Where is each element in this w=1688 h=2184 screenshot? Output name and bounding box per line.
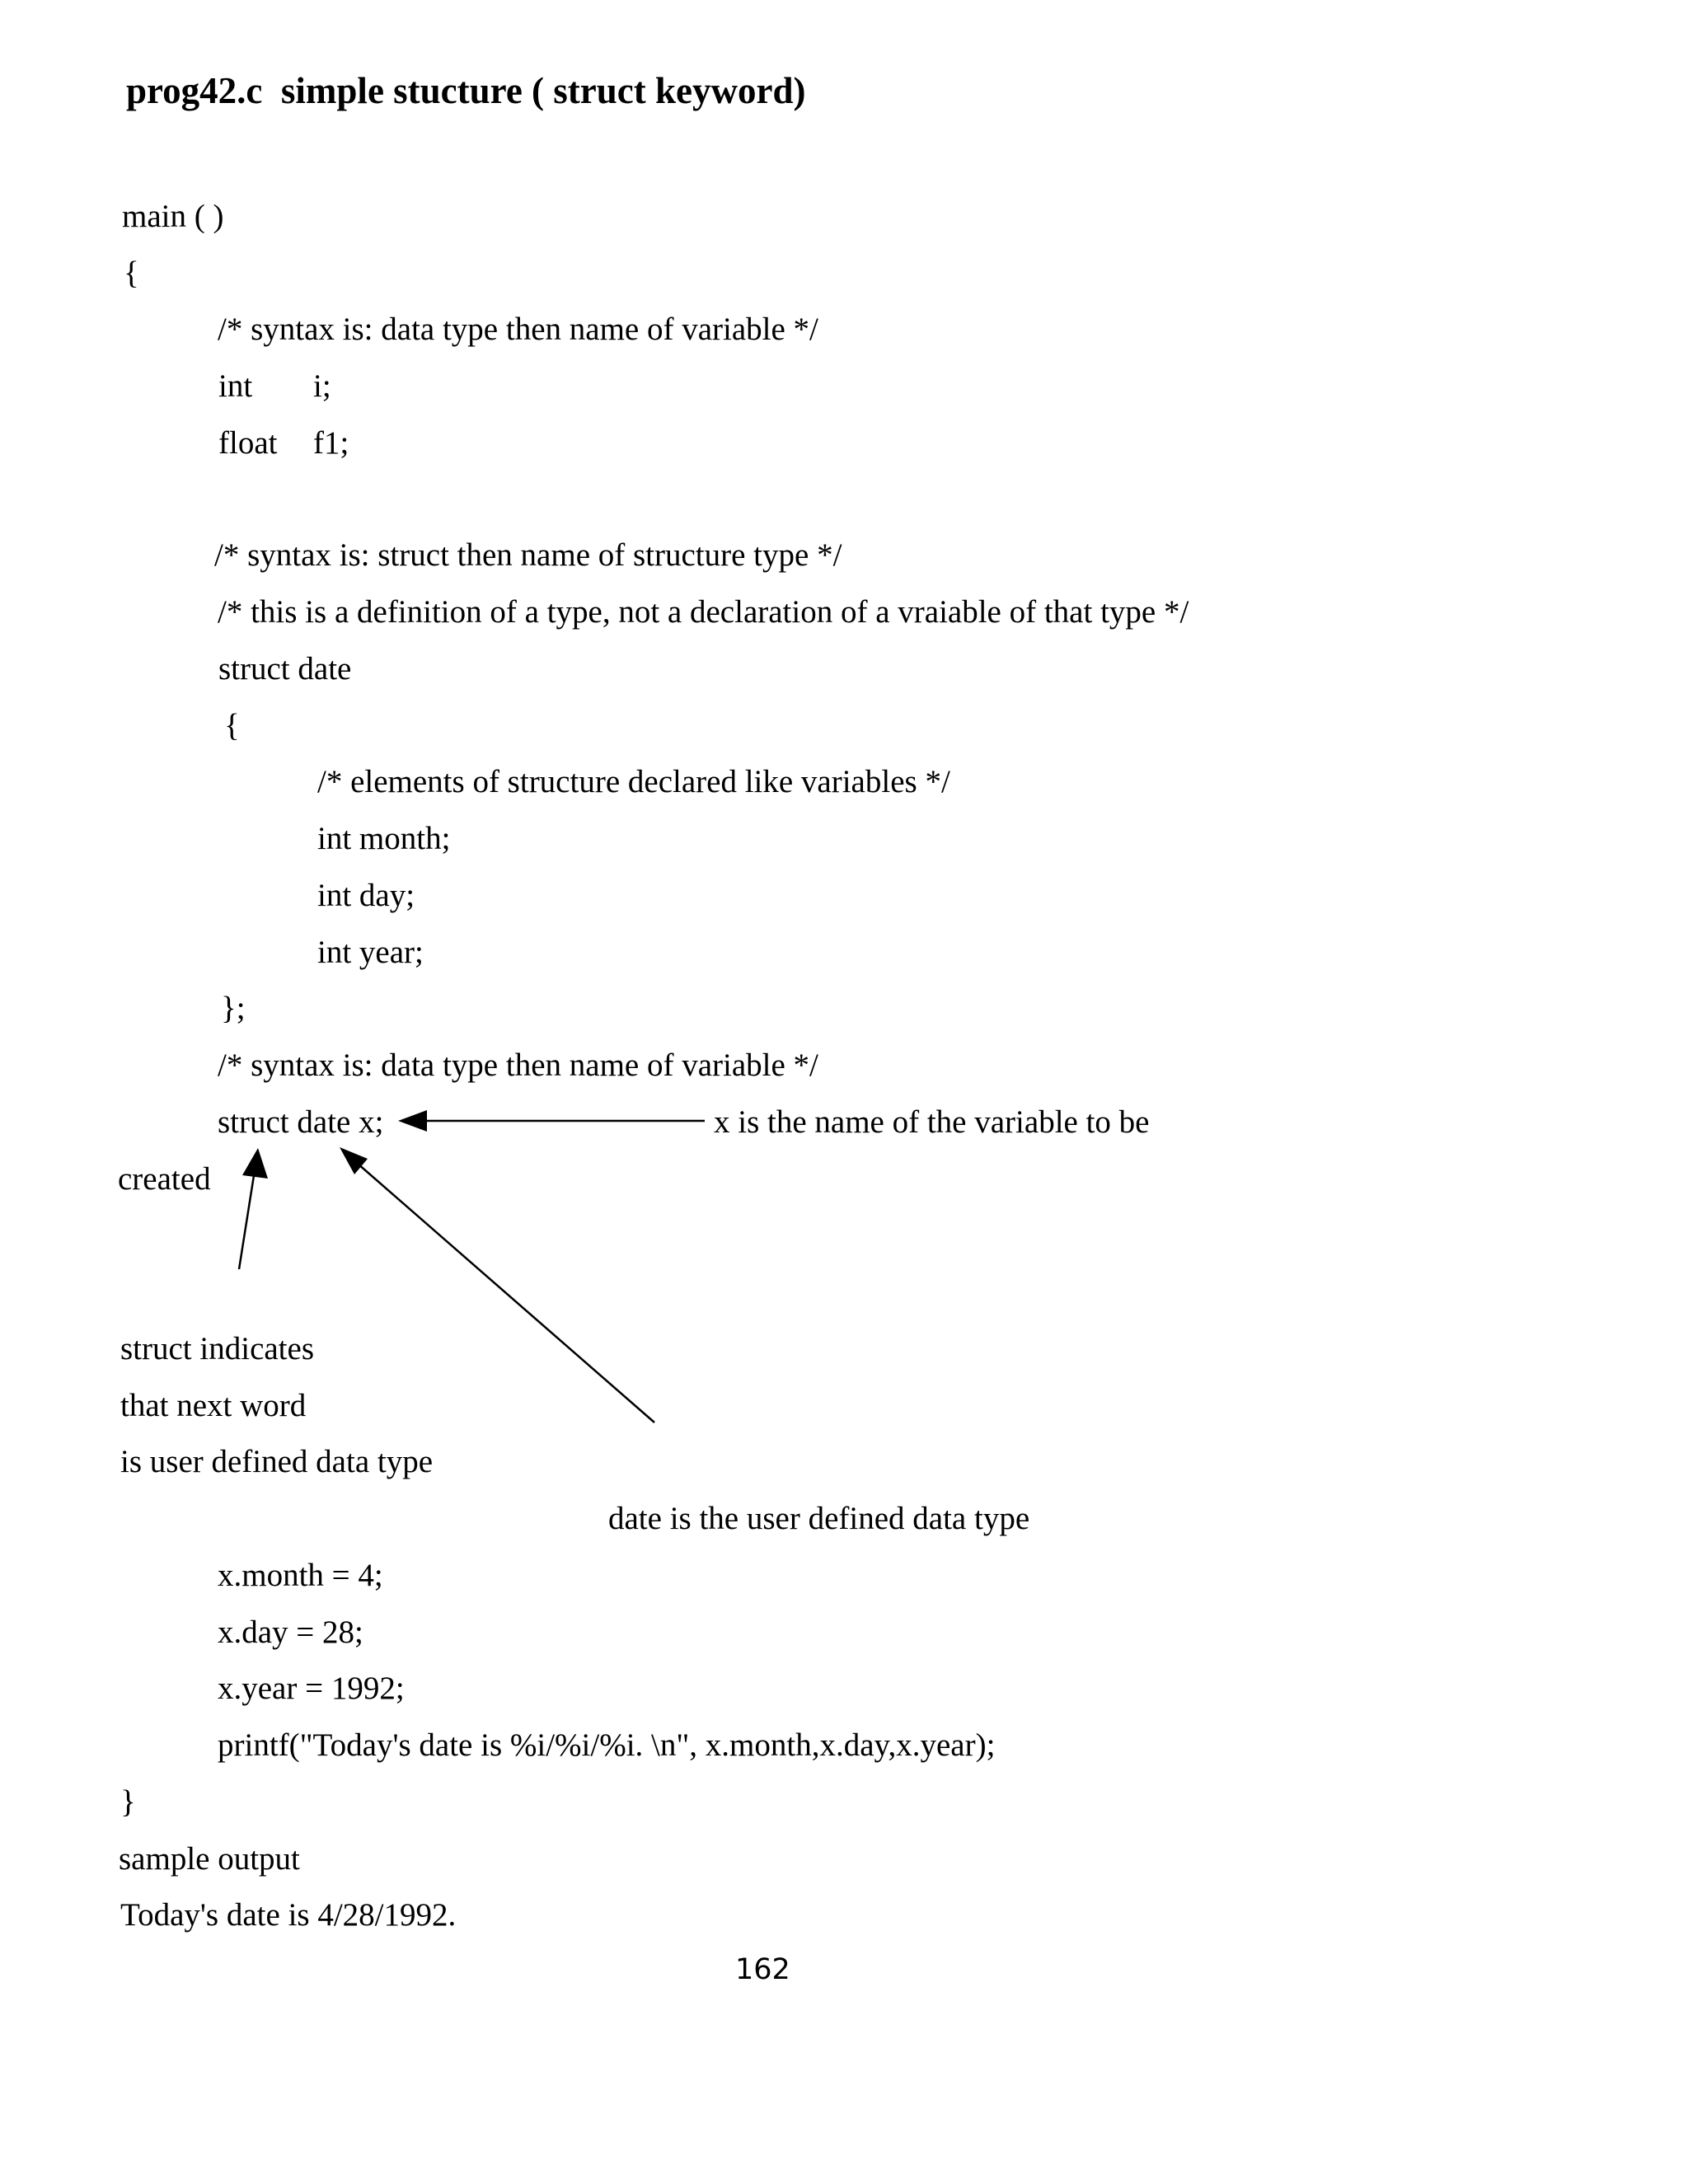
code-int-keyword: int [218, 368, 253, 404]
sample-output-label: sample output [119, 1841, 300, 1877]
code-printf: printf("Today's date is %i/%i/%i. \n", x.month,x.day,x.year); [218, 1727, 996, 1763]
annotation-struct-line3: is user defined data type [120, 1444, 434, 1479]
code-float-keyword: float [218, 425, 278, 461]
code-member-year: int year; [317, 935, 424, 970]
page-title: prog42.c simple stucture ( struct keyword) [126, 70, 806, 111]
code-comment-syntax-var-2: /* syntax is: data type then name of variable */ [218, 1047, 818, 1083]
code-float-variable: f1; [313, 425, 349, 461]
annotation-x-name-line1: x is the name of the variable to be [714, 1104, 1150, 1140]
annotation-x-name-line2: created [118, 1161, 211, 1197]
code-assign-year: x.year = 1992; [218, 1671, 405, 1706]
code-close-brace: } [120, 1784, 136, 1820]
annotation-struct-line2: that next word [120, 1388, 307, 1423]
code-comment-syntax-struct: /* syntax is: struct then name of structure type */ [214, 537, 842, 573]
arrow-to-struct-keyword [239, 1148, 268, 1269]
code-main: main ( ) [122, 199, 224, 234]
arrow-to-date-type [340, 1147, 654, 1422]
code-assign-month: x.month = 4; [218, 1558, 383, 1593]
code-declaration: struct date x; [218, 1104, 384, 1140]
page-number: 162 [735, 1953, 790, 1986]
sample-output-text: Today's date is 4/28/1992. [120, 1897, 457, 1933]
code-int-variable: i; [313, 368, 331, 404]
code-member-day: int day; [317, 878, 415, 913]
code-comment-syntax-var: /* syntax is: data type then name of variable */ [218, 312, 818, 347]
code-assign-day: x.day = 28; [218, 1615, 363, 1650]
code-struct-open-brace: { [224, 708, 240, 743]
code-open-brace: { [124, 255, 139, 291]
annotation-struct-line1: struct indicates [120, 1331, 315, 1366]
code-struct-date: struct date [218, 651, 352, 687]
code-member-month: int month; [317, 821, 451, 856]
code-struct-close: }; [221, 991, 246, 1026]
code-comment-elements: /* elements of structure declared like variables */ [317, 764, 950, 799]
arrow-to-variable-name [398, 1110, 705, 1132]
annotation-date-type: date is the user defined data type [608, 1501, 1030, 1536]
code-comment-definition: /* this is a definition of a type, not a declaration of a vraiable of that type */ [218, 594, 1189, 630]
